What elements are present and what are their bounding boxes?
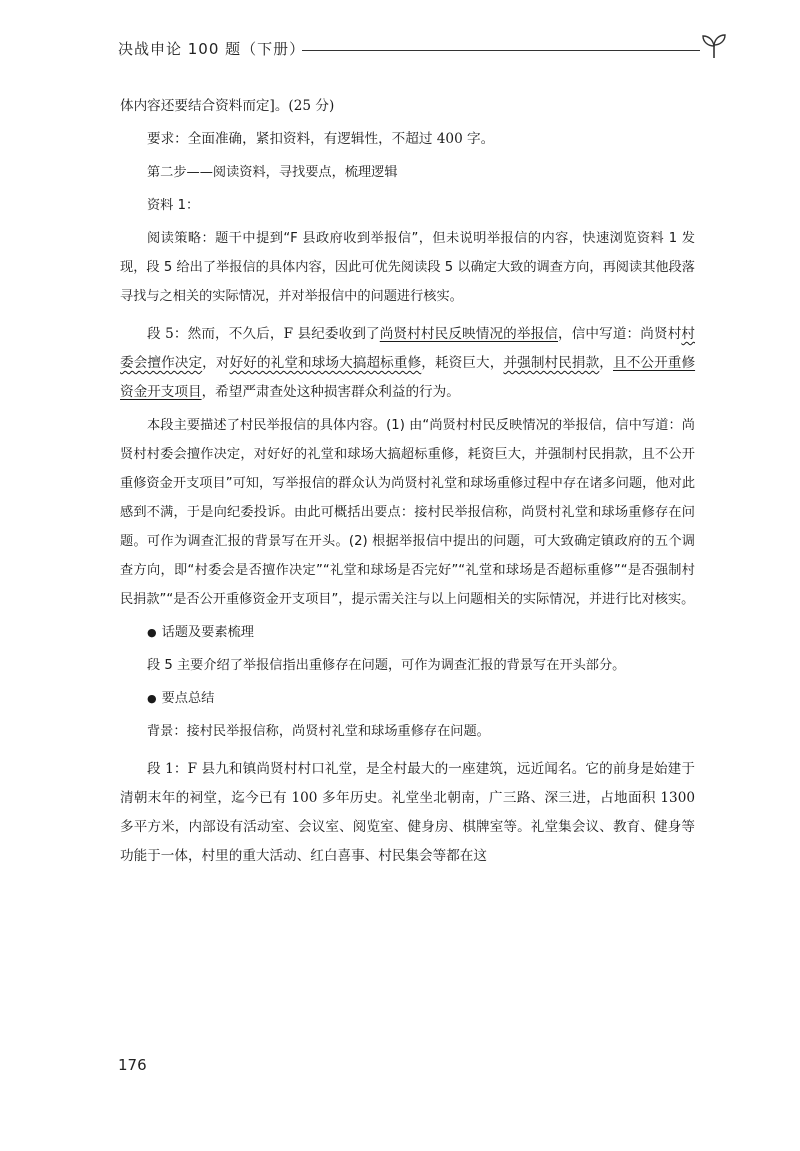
analysis-paragraph: 本段主要描述了村民举报信的具体内容。(1) 由“尚贤村村民反映情况的举报信，信中写道：尚贤村村委会擅作决定，对好好的礼堂和球场大搞超标重修，耗资巨大，并强制村民捐款，且不公开重修资金开支项目”可知，写举报信的群众认为尚贤村礼堂和球场重修过程中存在诸多问题，他对此感到不满，于是向纪委投诉。由此可概括出要点：接村民举报信称，尚贤村礼堂和球场重修存在问题。可作为调查汇报的背景写在开头。(2) 根据举报信中提出的问题，可大致确定镇政府的五个调查方向，即“村委会是否擅作决定”“礼堂和球场是否完好”“礼堂和球场是否超标重修”“是否强制村民捐款”“是否公开重修资金开支项目”，提示需关注与以上问题相关的实际情况，并进行比对核实。 <box>120 418 695 607</box>
sprout-icon <box>700 32 728 60</box>
summary-heading: ● 要点总结 <box>120 684 695 713</box>
topic-heading: ● 话题及要素梳理 <box>120 618 695 647</box>
step-heading: 第二步——阅读资料，寻找要点，梳理逻辑 <box>147 165 398 180</box>
material-label: 资料 1： <box>147 198 200 213</box>
page-body <box>120 92 695 871</box>
underlined-phrase: 且不公开重修资金开支项目 <box>120 355 696 400</box>
quoted-paragraph-1: 段 1：F 县九和镇尚贤村村口礼堂，是全村最大的一座建筑，远近闻名。它的前身是始建于清朝末年的祠堂，迄今已有 100 多年历史。礼堂坐北朝南，广三路、深三进，占地面积 1300 多平方米，内部设有活动室、会议室、阅览室、健身房、棋牌室等。礼堂集会议、教育、健身等功能于一体，村里的重大活动、红白喜事、村民集会等都在这 <box>120 761 695 864</box>
book-title: 决战申论 100 题（下册） <box>118 40 306 58</box>
requirements: 要求：全面准确，紧扣资料，有逻辑性，不超过 400 字。 <box>147 131 495 147</box>
underlined-phrase: 尚贤村村民反映情况的举报信 <box>379 326 558 342</box>
question-tail: 体内容还要结合资料而定]。(25 分) <box>120 98 335 114</box>
running-header <box>118 36 728 66</box>
underlined-phrase: 并强制村民捐款 <box>503 355 600 371</box>
summary-text: 背景：接村民举报信称，尚贤村礼堂和球场重修存在问题。 <box>147 724 490 739</box>
reading-strategy: 阅读策略：题干中提到“F 县政府收到举报信”，但未说明举报信的内容，快速浏览资料 1 发现，段 5 给出了举报信的具体内容，因此可优先阅读段 5 以确定大致的调查方向，再阅读其他段落寻找与之相关的实际情况，并对举报信中的问题进行核实。 <box>120 231 695 304</box>
underlined-phrase: 好好的礼堂和球场大搞超标重修 <box>229 355 422 371</box>
underlined-phrase: 村委会擅作决定 <box>120 326 695 371</box>
topic-text: 段 5 主要介绍了举报信指出重修存在问题，可作为调查汇报的背景写在开头部分。 <box>147 658 626 673</box>
page-number: 176 <box>118 1056 147 1074</box>
quoted-paragraph-5: 段 5：然而，不久后，F 县纪委收到了尚贤村村民反映情况的举报信，信中写道：尚贤村村委会擅作决定，对好好的礼堂和球场大搞超标重修，耗资巨大，并强制村民捐款，且不公开重修资金开支项目，希望严肃查处这种损害群众利益的行为。 <box>120 326 696 400</box>
header-rule <box>302 50 700 51</box>
